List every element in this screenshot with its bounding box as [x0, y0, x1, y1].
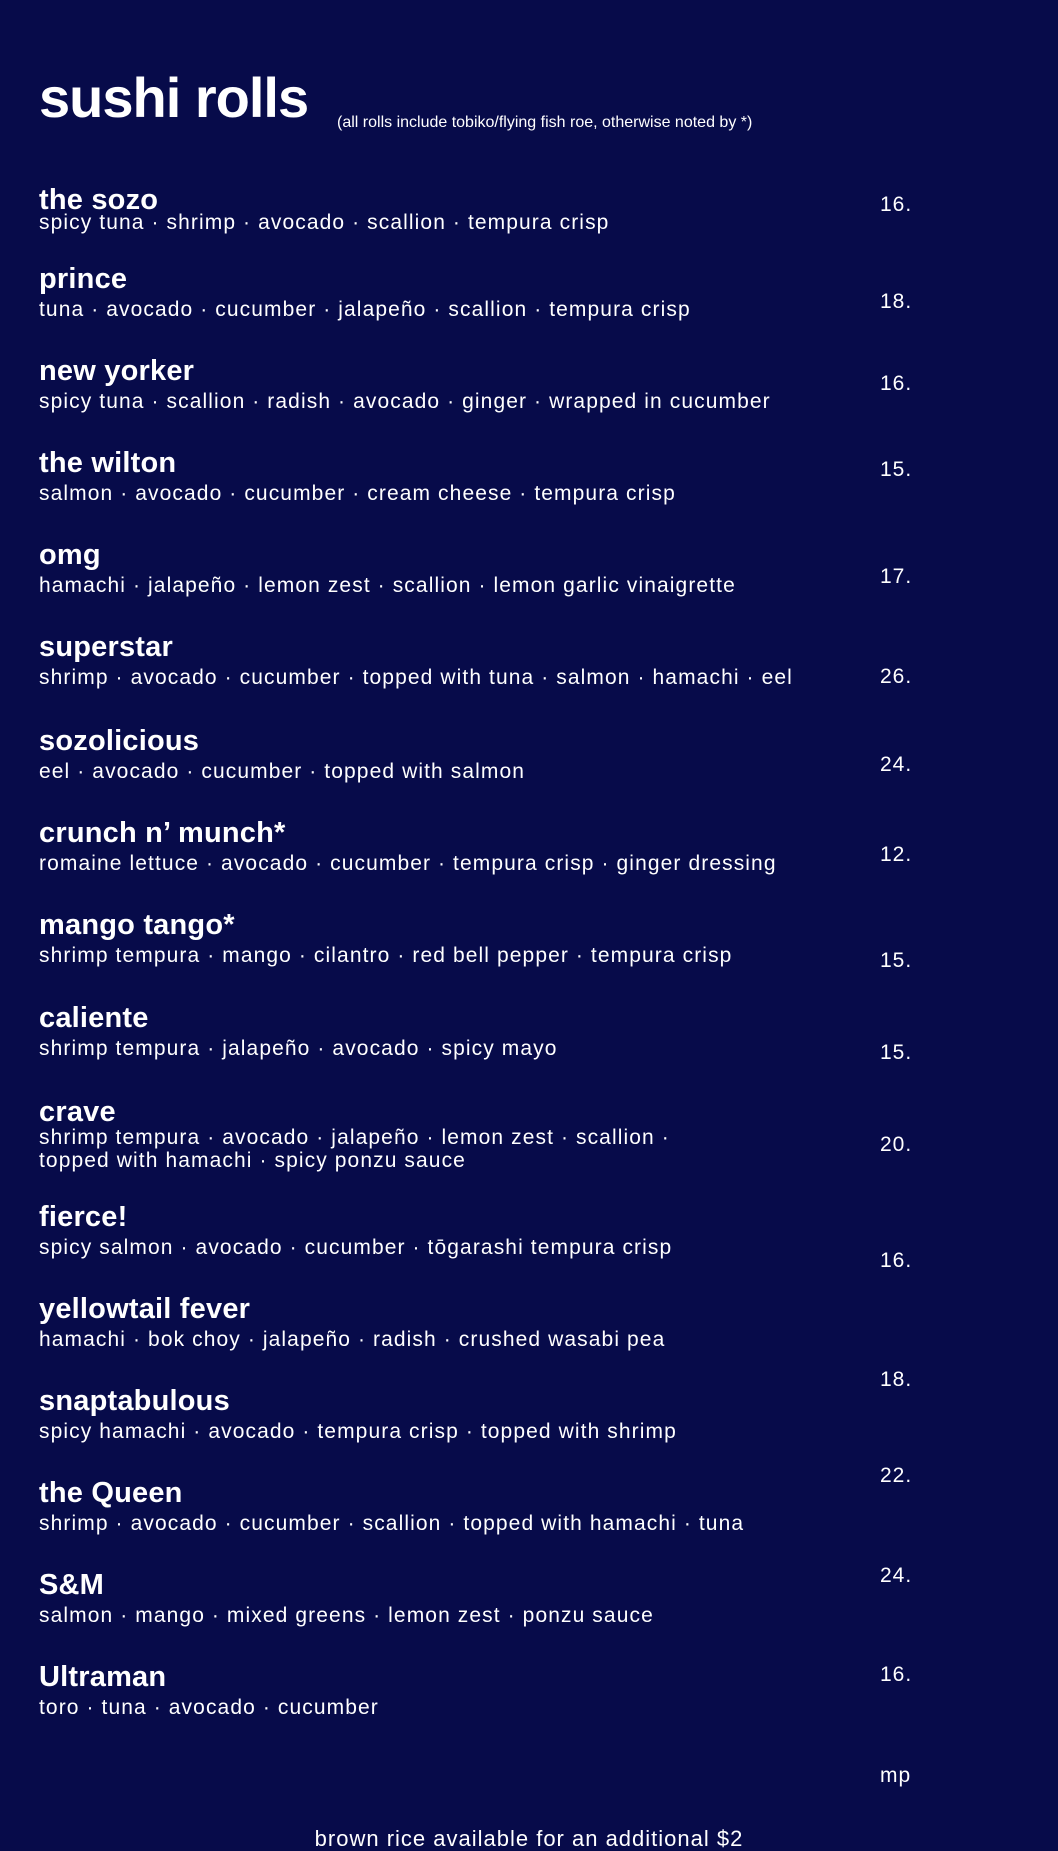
item-description: tuna · avocado · cucumber · jalapeño · scallion · tempura crisp [39, 298, 691, 321]
item-name: the Queen [39, 1477, 183, 1509]
item-description: hamachi · jalapeño · lemon zest · scallion · lemon garlic vinaigrette [39, 574, 736, 597]
item-price: 15. [880, 458, 913, 481]
item-description: salmon · avocado · cucumber · cream cheese · tempura crisp [39, 482, 676, 505]
menu-item-sozolicious [39, 727, 869, 783]
item-name: the sozo [39, 184, 159, 216]
menu-item-fierce [39, 1203, 869, 1259]
item-description: romaine lettuce · avocado · cucumber · tempura crisp · ginger dressing [39, 852, 777, 875]
item-name: superstar [39, 631, 173, 663]
menu-item-prince [39, 265, 869, 321]
item-name: snaptabulous [39, 1385, 230, 1417]
item-name: new yorker [39, 355, 195, 387]
menu-item-snaptabulous [39, 1387, 869, 1443]
item-price: 15. [880, 949, 913, 972]
item-description: salmon · mango · mixed greens · lemon zest · ponzu sauce [39, 1604, 654, 1627]
item-description: shrimp tempura · avocado · jalapeño · lemon zest · scallion · topped with hamachi · spicy ponzu sauce [39, 1126, 670, 1172]
item-description: spicy hamachi · avocado · tempura crisp · topped with shrimp [39, 1420, 677, 1443]
item-description: toro · tuna · avocado · cucumber [39, 1696, 379, 1719]
item-name: omg [39, 539, 101, 571]
item-price: 16. [880, 1249, 913, 1272]
menu-item-crave [39, 1098, 869, 1172]
item-description: spicy tuna · scallion · radish · avocado · ginger · wrapped in cucumber [39, 390, 771, 413]
menu-item-the-queen [39, 1479, 869, 1535]
item-name: caliente [39, 1002, 149, 1034]
item-name: fierce! [39, 1201, 128, 1233]
item-name: yellowtail fever [39, 1293, 251, 1325]
menu-item-new-yorker [39, 357, 869, 413]
item-price: 20. [880, 1133, 913, 1156]
menu-item-omg [39, 541, 869, 597]
item-name: prince [39, 263, 128, 295]
menu-item-mango-tango [39, 911, 869, 967]
item-name: Ultraman [39, 1661, 167, 1693]
item-price: 18. [880, 1368, 913, 1391]
item-name: crave [39, 1096, 116, 1128]
item-price: 15. [880, 1041, 913, 1064]
item-description: spicy salmon · avocado · cucumber · tōgarashi tempura crisp [39, 1236, 673, 1259]
menu-item-superstar [39, 633, 869, 689]
item-description: shrimp tempura · jalapeño · avocado · spicy mayo [39, 1037, 558, 1060]
item-price: 24. [880, 753, 913, 776]
menu-item-the-wilton [39, 449, 869, 505]
item-description: shrimp · avocado · cucumber · topped with tuna · salmon · hamachi · eel [39, 666, 793, 689]
menu-item-ultraman [39, 1663, 869, 1719]
item-name: the wilton [39, 447, 177, 479]
item-description: shrimp tempura · mango · cilantro · red bell pepper · tempura crisp [39, 944, 733, 967]
menu-item-yellowtail-fever [39, 1295, 869, 1351]
item-price: 18. [880, 290, 913, 313]
menu-item-s-and-m [39, 1571, 869, 1627]
menu-item-the-sozo [39, 186, 869, 234]
item-description: spicy tuna · shrimp · avocado · scallion · tempura crisp [39, 211, 610, 234]
item-name: sozolicious [39, 725, 200, 757]
item-price: 16. [880, 372, 913, 395]
item-price: 22. [880, 1464, 913, 1487]
item-price: 16. [880, 193, 913, 216]
brown-rice-note: brown rice available for an additional $2 [314, 1826, 744, 1851]
item-price: 26. [880, 665, 913, 688]
item-name: S&M [39, 1569, 105, 1601]
item-price: 17. [880, 565, 913, 588]
item-price: 24. [880, 1564, 913, 1587]
item-price: 16. [880, 1663, 913, 1686]
page-title: sushi rolls [39, 66, 309, 129]
item-name: mango tango* [39, 909, 235, 941]
menu-item-caliente [39, 1004, 869, 1060]
item-description: hamachi · bok choy · jalapeño · radish · crushed wasabi pea [39, 1328, 666, 1351]
item-price: 12. [880, 843, 913, 866]
item-price: mp [880, 1764, 912, 1787]
item-name: crunch n’ munch* [39, 817, 286, 849]
roe-note: (all rolls include tobiko/flying fish roe, otherwise noted by *) [337, 114, 753, 131]
item-description: shrimp · avocado · cucumber · scallion · topped with hamachi · tuna [39, 1512, 745, 1535]
item-description: eel · avocado · cucumber · topped with salmon [39, 760, 526, 783]
menu-item-crunch-n-munch [39, 819, 869, 875]
